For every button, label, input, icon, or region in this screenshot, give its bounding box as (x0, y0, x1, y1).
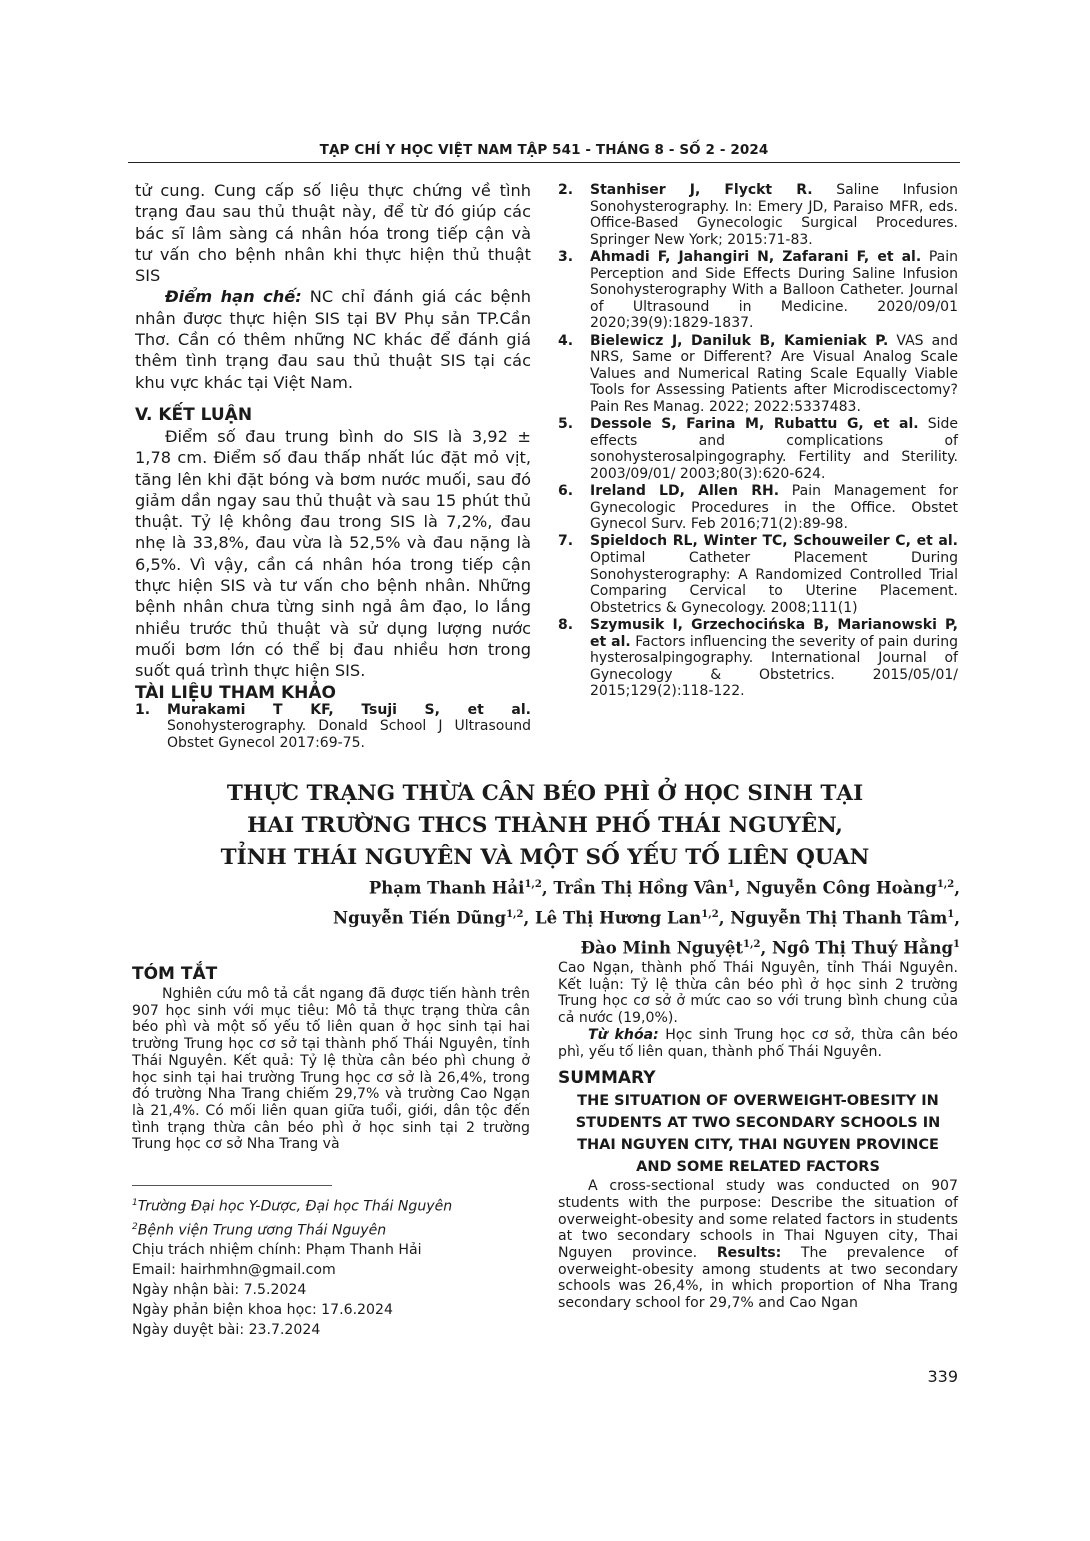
reference-number: 1. (135, 701, 151, 718)
author-affiliation: 1 (947, 909, 955, 920)
keywords-label: Từ khóa: (588, 1026, 659, 1043)
reference-number: 5. (558, 416, 574, 433)
reference-authors: Szymusik I, Grzechocińska B, Marianowski P, et al. (590, 617, 958, 650)
reference-text: Factors influencing the severity of pain during hysterosalpingography. International Journal of Gynecology & Obstetrics. 2015/05/01/ 2015;129(2):118-122. (590, 633, 958, 700)
affiliation-2-text: Bệnh viện Trung ương Thái Nguyên (137, 1222, 387, 1239)
author-name: Phạm Thanh Hải (368, 878, 525, 898)
reference-body (590, 333, 958, 416)
header-rule (128, 162, 960, 163)
author-separator: , (954, 908, 960, 928)
references-list (558, 182, 958, 701)
reference-authors: Bielewicz J, Daniluk B, Kamieniak P. (590, 332, 889, 349)
summary-heading: SUMMARY (558, 1068, 656, 1089)
reference-authors: Ireland LD, Allen RH. (590, 483, 780, 500)
summary-text (558, 1178, 958, 1312)
author-separator: , (734, 878, 747, 898)
author-affiliation: 1,2 (936, 879, 955, 890)
corresponding-author: Chịu trách nhiệm chính: Phạm Thanh Hải (132, 1242, 422, 1259)
author-separator: , (541, 878, 554, 898)
reference-number: 6. (558, 483, 574, 500)
conclusion-paragraph: Điểm số đau trung bình do SIS là 3,92 ± 1,78 cm. Điểm số đau thấp nhất lúc đặt mỏ vịt, tăng lên khi đặt bóng và bơm nước muối, sau đó giảm dần ngay sau thủ thuật và sau 15 phút thủ thuật. Tỷ lệ không đau trong SIS là 7,2%, đau nhẹ là 33,8%, đau vừa là 52,5% và đau nặng là 6,5%. Vì vậy, cần cá nhân hóa trong tiếp cận thực hiện SIS và tư vấn cho bệnh nhân. Những bệnh nhân chưa từng sinh ngả âm đạo, lo lắng nhiều trước thủ thuật và sử dụng lượng nước muối bơm lớn có thể bị đau nhiều hơn trong suốt quá trình thực hiện SIS. (135, 426, 531, 681)
keywords-text: Học sinh Trung học cơ sở, thừa cân béo phì, yếu tố liên quan, thành phố Thái Nguyên. (558, 1026, 959, 1060)
reference-text: Side effects and complications of sonohysterosalpingography. Fertility and Sterility. 2003/09/01/ 2003;80(3):620-624. (590, 416, 958, 482)
author-separator: , (718, 908, 731, 928)
references-heading: TÀI LIỆU THAM KHẢO (135, 682, 336, 703)
reference-authors: Ahmadi F, Jahangiri N, Zafarani F, et al. (590, 248, 922, 265)
author-line (200, 902, 960, 932)
reference-number: 7. (558, 533, 574, 550)
reference-item (558, 249, 958, 332)
title-line: TỈNH THÁI NGUYÊN VÀ MỘT SỐ YẾU TỐ LIÊN QUAN (220, 845, 870, 870)
conclusion-heading: V. KẾT LUẬN (135, 404, 253, 425)
limitation-paragraph (135, 286, 531, 392)
summary-title: THE SITUATION OF OVERWEIGHT-OBESITY IN STUDENTS AT TWO SECONDARY SCHOOLS IN THAI NGUYEN CITY, THAI NGUYEN PROVINCE AND SOME RELATED FACTORS (575, 1093, 941, 1176)
reference-authors: Dessole S, Farina M, Rubattu G, et al. (590, 416, 919, 433)
reference-body (590, 416, 958, 482)
reference-text: Pain Management for Gynecologic Procedures in the Office. Obstet Gynecol Surv. Feb 2016;71(2):89-98. (590, 483, 958, 533)
reference-authors: Spieldoch RL, Winter TC, Schouweiler C, et al. (590, 533, 958, 550)
reference-item (558, 416, 958, 482)
reference-body (590, 617, 958, 700)
reference-text: VAS and NRS, Same or Different? Are Visual Analog Scale Values and Numerical Rating Scale Equally Viable Tools for Assessing Patients after Microdiscectomy? Pain Res Manag. 2022; 2022:5337483. (590, 332, 958, 415)
summary-text-b: The prevalence of overweight-obesity among students at two secondary schools was 26,4%, in which proportion of Nha Trang secondary school for 29,7% and Cao Ngan (558, 1245, 959, 1312)
abstract-right (558, 960, 958, 1312)
left-column (135, 180, 531, 751)
author-line (200, 872, 960, 902)
author-separator: , (760, 938, 772, 958)
author-affiliation: 1 (953, 939, 960, 950)
reference-body (590, 249, 958, 332)
page-number: 339 (927, 1367, 958, 1386)
keywords (558, 1027, 958, 1060)
author-name: Nguyễn Công Hoàng (746, 878, 937, 898)
review-date: Ngày phản biện khoa học: 17.6.2024 (132, 1302, 393, 1319)
limitation-text: NC chỉ đánh giá các bệnh nhân được thực hiện SIS tại BV Phụ sản TP.Cần Thơ. Cần có thêm những NC khác để đánh giá thêm tình trạng đau sau thủ thuật SIS tại các khu vực khác tại Việt Nam. (135, 287, 531, 392)
reference-body (590, 533, 958, 616)
reference-text: Saline Infusion Sonohysterography. In: Emery JD, Paraiso MFR, eds. Office-Based Gynecologic Surgical Procedures. Springer New York; 2015:71-83. (590, 182, 958, 248)
abstract-continued: Cao Ngạn, thành phố Thái Nguyên, tỉnh Thái Nguyên. Kết luận: Tỷ lệ thừa cân béo phì ở học sinh 2 trường Trung học cơ sở ở mức cao so với trung bình chung của cả nước (19,0%). (558, 960, 958, 1027)
author-affiliation: 1,2 (743, 939, 761, 950)
author-name: Đào Minh Nguyệt (580, 938, 744, 958)
author-separator: , (954, 878, 960, 898)
reference-body (590, 182, 958, 248)
reference-number: 2. (558, 182, 574, 198)
reference-number: 4. (558, 332, 574, 349)
author-name: Nguyễn Tiến Dũng (333, 908, 507, 928)
footnotes (132, 1193, 530, 1340)
reference-item (558, 182, 958, 248)
reference-body (590, 483, 958, 533)
accepted-date: Ngày duyệt bài: 23.7.2024 (132, 1322, 321, 1339)
reference-item (558, 533, 958, 616)
author-affiliation: 1,2 (506, 909, 524, 920)
affiliation-1: $^1$Trường Đại học Y-Dược, Đại học Thái Nguyên (132, 1198, 453, 1215)
received-date: Ngày nhận bài: 7.5.2024 (132, 1282, 307, 1299)
reference-body (167, 702, 531, 752)
author-name: Lê Thị Hương Lan (534, 908, 702, 928)
author-name: Ngô Thị Thuý Hằng (771, 938, 954, 958)
affiliation-2: $^2$Bệnh viện Trung ương Thái Nguyên (132, 1221, 387, 1239)
reference-number: 8. (558, 617, 574, 633)
discussion-paragraph: tử cung. Cung cấp số liệu thực chứng về tình trạng đau sau thủ thuật này, để từ đó giúp các bác sĩ lâm sàng cá nhân hóa trong tiếp cận và tư vấn cho bệnh nhân khi thực hiện thủ thuật SIS (135, 181, 531, 286)
footnote-rule (132, 1185, 332, 1186)
reference-number: 3. (558, 248, 574, 265)
author-separator: , (523, 908, 535, 928)
reference-text: Optimal Catheter Placement During Sonohysterography: A Randomized Controlled Trial Comparing Cervical to Uterine Placement. Obstetrics & Gynecology. 2008;111(1) (590, 550, 958, 616)
affiliation-1-text: Trường Đại học Y-Dược, Đại học Thái Nguyên (137, 1198, 453, 1215)
reference-item (558, 617, 958, 700)
reference-authors: Stanhiser J, Flyckt R. (590, 182, 813, 198)
reference-authors: Murakami T KF, Tsuji S, et al. (167, 701, 531, 718)
author-line (200, 932, 960, 962)
limitation-label: Điểm hạn chế: (165, 287, 302, 307)
summary-text-a: A cross-sectional study was conducted on 907 students with the purpose: Describe the situation of overweight-obesity and some related factors in students at two secondary schools in Thai Nguyen city, Thai Nguyen province. (558, 1178, 958, 1262)
title-line: HAI TRƯỜNG THCS THÀNH PHỐ THÁI NGUYÊN, (247, 813, 843, 838)
title-line: THỰC TRẠNG THỪA CÂN BÉO PHÌ Ở HỌC SINH TẠI (226, 781, 864, 806)
reference-text: Sonohysterography. Donald School J Ultrasound Obstet Gynecol 2017:69-75. (167, 718, 531, 751)
results-label: Results: (716, 1245, 782, 1262)
email: Email: hairhmhn@gmail.com (132, 1262, 336, 1279)
author-name: Nguyễn Thị Thanh Tâm (730, 908, 948, 928)
author-affiliation: 1 (727, 879, 735, 890)
reference-text: Pain Perception and Side Effects During Saline Infusion Sonohysterography With a Balloon Catheter. Journal of Ultrasound in Medicine. 2020/09/01 2020;39(9):1829-1837. (590, 248, 958, 332)
abstract-text: Nghiên cứu mô tả cắt ngang đã được tiến hành trên 907 học sinh với mục tiêu: Mô tả thực trạng thừa cân béo phì và một số yếu tố liên quan ở học sinh tại hai trường Trung học cơ sở tại thành phố Thái Nguyên, tỉnh Thái Nguyên. Kết quả: Tỷ lệ thừa cân béo phì chung ở học sinh tại hai trường Trung học cơ sở là 26,4%, trong đó trường Nha Trang chiếm 29,7% và trường Cao Ngạn là 21,4%. Có mối liên quan giữa tuổi, giới, dân tộc đến tình trạng thừa cân béo phì ở học sinh tại 2 trường Trung học cơ sở Nha Trang và (132, 986, 530, 1153)
reference-item (558, 333, 958, 416)
reference-item (558, 483, 958, 533)
abstract-vi (132, 962, 530, 1153)
author-affiliation: 1,2 (701, 909, 719, 920)
author-affiliation: 1,2 (524, 879, 542, 890)
author-list (200, 872, 960, 962)
journal-header: TẠP CHÍ Y HỌC VIỆT NAM TẬP 541 - THÁNG 8 - SỐ 2 - 2024 (319, 142, 769, 158)
abstract-heading: TÓM TẮT (132, 964, 218, 984)
reference-item (135, 702, 531, 752)
author-name: Trần Thị Hồng Vân (553, 878, 728, 898)
article-title (130, 778, 960, 874)
